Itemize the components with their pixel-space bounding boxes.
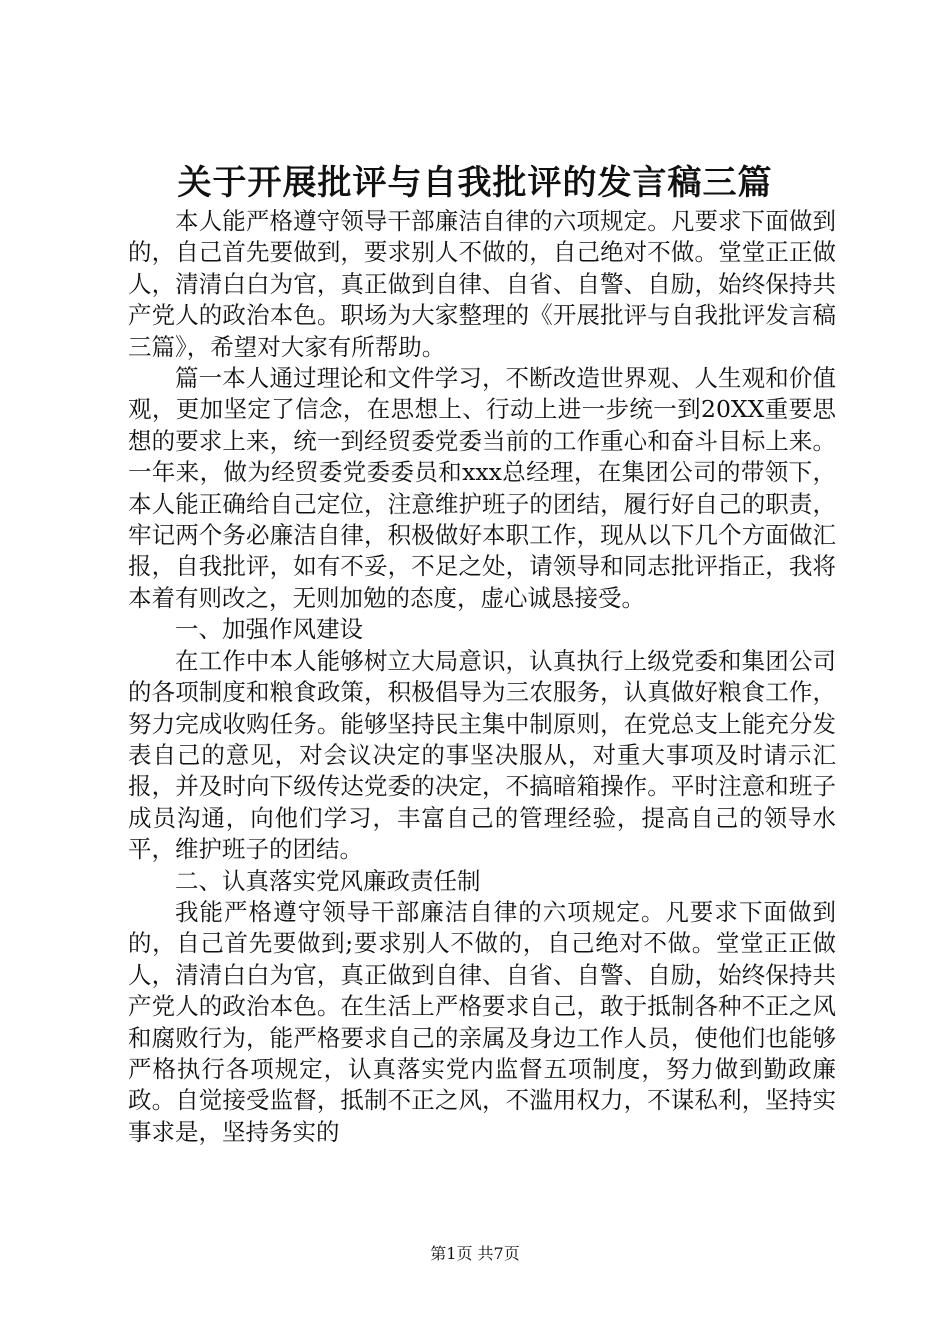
document-title: 关于开展批评与自我批评的发言稿三篇 [177, 163, 773, 203]
section-heading-2: 二、认真落实党风廉政责任制 [175, 866, 481, 895]
section-heading-1: 一、加强作风建设 [175, 615, 363, 644]
paragraph-section-1: 在工作中本人能够树立大局意识，认真执行上级党委和集团公司的各项制度和粮食政策，积极倡导为三农服务，认真做好粮食工作，努力完成收购任务。能够坚持民主集中制原则，在党总支上能充分发表自己的意见，对会议决定的事坚决服从，对重大事项及时请示汇报，并及时向下级传达党委的决定，不搞暗箱操作。平时注意和班子成员沟通，向他们学习，丰富自己的管理经验，提高自己的领导水平，维护班子的团结。 [128, 646, 836, 864]
paragraph-section-2: 我能严格遵守领导干部廉洁自律的六项规定。凡要求下面做到的，自己首先要做到;要求别人不做的，自己绝对不做。堂堂正正做人，清清白白为官，真正做到自律、自省、自警、自励，始终保持共产党人的政治本色。在生活上严格要求自己，敢于抵制各种不正之风和腐败行为，能严格要求自己的亲属及身边工作人员，使他们也能够严格执行各项规定，认真落实党内监督五项制度，努力做到勤政廉政。自觉接受监督，抵制不正之风，不滥用权力，不谋私利，坚持实事求是，坚持务实的 [128, 897, 836, 1146]
document-body [128, 206, 836, 1148]
paragraph-intro: 本人能严格遵守领导干部廉洁自律的六项规定。凡要求下面做到的，自己首先要做到，要求别人不做的，自己绝对不做。堂堂正正做人，清清白白为官，真正做到自律、自省、自警、自励，始终保持共产党人的政治本色。职场为大家整理的《开展批评与自我批评发言稿三篇》，希望对大家有所帮助。 [128, 207, 836, 361]
paragraph-part-one: 篇一本人通过理论和文件学习，不断改造世界观、人生观和价值观，更加坚定了信念，在思想上、行动上进一步统一到20XX重要思想的要求上来，统一到经贸委党委当前的工作重心和奋斗目标上来。一年来，做为经贸委党委委员和xxx总经理，在集团公司的带领下，本人能正确给自己定位，注意维护班子的团结，履行好自己的职责，牢记两个务必廉洁自律，积极做好本职工作，现从以下几个方面做汇报，自我批评，如有不妥，不足之处，请领导和同志批评指正，我将本着有则改之，无则加勉的态度，虚心诚恳接受。 [128, 364, 836, 612]
page-footer: 第1页 共7页 [430, 1244, 520, 1263]
